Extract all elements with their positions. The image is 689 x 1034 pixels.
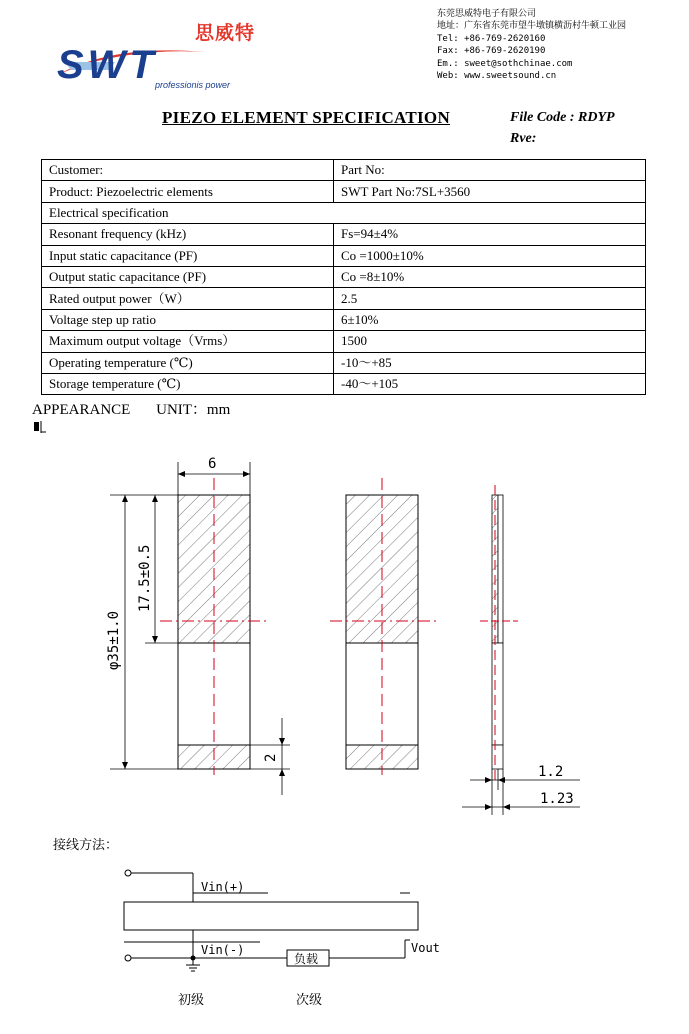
spec-label: Maximum output voltage（Vrms） xyxy=(42,331,334,352)
spec-value: -10～+85 xyxy=(334,352,646,373)
spec-row xyxy=(42,181,646,202)
company-email: Em.: sweet@sothchinae.com xyxy=(437,58,573,69)
piezo-element-body xyxy=(124,902,418,930)
appearance-label: APPEARANCE xyxy=(32,402,131,418)
dim-half-length: 17.5±0.5 xyxy=(137,544,153,612)
specification-table xyxy=(41,159,646,395)
company-logo xyxy=(55,14,265,94)
spec-label: Rated output power（W） xyxy=(42,288,334,309)
spec-row xyxy=(42,288,646,309)
spec-value: 6±10% xyxy=(334,309,646,330)
spec-value: Fs=94±4% xyxy=(334,224,646,245)
primary-label: 初级 xyxy=(178,993,205,1008)
spec-label: Voltage step up ratio xyxy=(42,309,334,330)
spec-row xyxy=(42,352,646,373)
dim-electrode: 2 xyxy=(263,753,279,762)
spec-label: Resonant frequency (kHz) xyxy=(42,224,334,245)
company-name: 东莞思威特电子有限公司 xyxy=(437,9,537,19)
mechanical-drawing xyxy=(0,440,689,820)
dim-thickness-1: 1.2 xyxy=(538,764,564,780)
file-code: File Code : RDYP xyxy=(510,110,615,125)
anchor-icon xyxy=(33,420,49,434)
back-view xyxy=(330,478,436,775)
spec-row xyxy=(42,245,646,266)
company-web: Web: www.sweetsound.cn xyxy=(437,71,557,82)
load-label: 负载 xyxy=(294,952,319,966)
spec-section-header: Electrical specification xyxy=(42,202,646,223)
spec-label: Customer: xyxy=(42,160,334,181)
spec-row xyxy=(42,373,646,394)
vin-plus-terminal xyxy=(125,870,131,876)
spec-value: SWT Part No:7SL+3560 xyxy=(334,181,646,202)
spec-row xyxy=(42,202,646,223)
spec-row xyxy=(42,266,646,287)
vin-minus-label: Vin(-) xyxy=(201,943,245,957)
dim-thickness-2: 1.23 xyxy=(540,791,574,807)
side-view xyxy=(462,485,580,815)
secondary-label: 次级 xyxy=(296,993,323,1008)
wiring-method-label: 接线方法： xyxy=(53,838,119,853)
company-fax: Fax: +86-769-2620190 xyxy=(437,46,546,57)
spec-value: Co =1000±10% xyxy=(334,245,646,266)
swt-logo-mark xyxy=(55,34,255,82)
spec-label: Input static capacitance (PF) xyxy=(42,245,334,266)
company-address: 地址：广东省东莞市望牛墩镇横沥村牛顿工业园 xyxy=(437,21,627,32)
spec-value: -40～+105 xyxy=(334,373,646,394)
logo-brand-text: SWT xyxy=(57,43,158,82)
dim-length: φ35±1.0 xyxy=(106,610,122,670)
spec-label: Operating temperature (℃) xyxy=(42,352,334,373)
spec-value: Part No: xyxy=(334,160,646,181)
logo-chinese-name: 思威特 xyxy=(195,22,256,44)
company-tel: Tel: +86-769-2620160 xyxy=(437,33,546,44)
spec-row xyxy=(42,160,646,181)
front-view xyxy=(106,456,290,795)
spec-label: Output static capacitance (PF) xyxy=(42,266,334,287)
spec-row xyxy=(42,224,646,245)
wiring-circuit xyxy=(0,860,689,980)
spec-value: 2.5 xyxy=(334,288,646,309)
vin-plus-label: Vin(+) xyxy=(201,880,245,894)
logo-tagline: professionis power xyxy=(155,80,231,90)
company-info xyxy=(437,8,626,82)
spec-row xyxy=(42,309,646,330)
spec-label: Storage temperature (℃) xyxy=(42,373,334,394)
spec-value: Co =8±10% xyxy=(334,266,646,287)
file-code-block xyxy=(510,107,615,149)
unit-label: UNIT：mm xyxy=(156,402,231,418)
spec-value: 1500 xyxy=(334,331,646,352)
vin-minus-terminal xyxy=(125,955,131,961)
spec-label: Product: Piezoelectric elements xyxy=(42,181,334,202)
spec-row xyxy=(42,331,646,352)
document-title: PIEZO ELEMENT SPECIFICATION xyxy=(162,108,451,127)
revision: Rve: xyxy=(510,131,537,146)
vout-label: Vout xyxy=(411,941,440,955)
dim-width: 6 xyxy=(208,456,217,472)
appearance-heading xyxy=(32,398,230,419)
